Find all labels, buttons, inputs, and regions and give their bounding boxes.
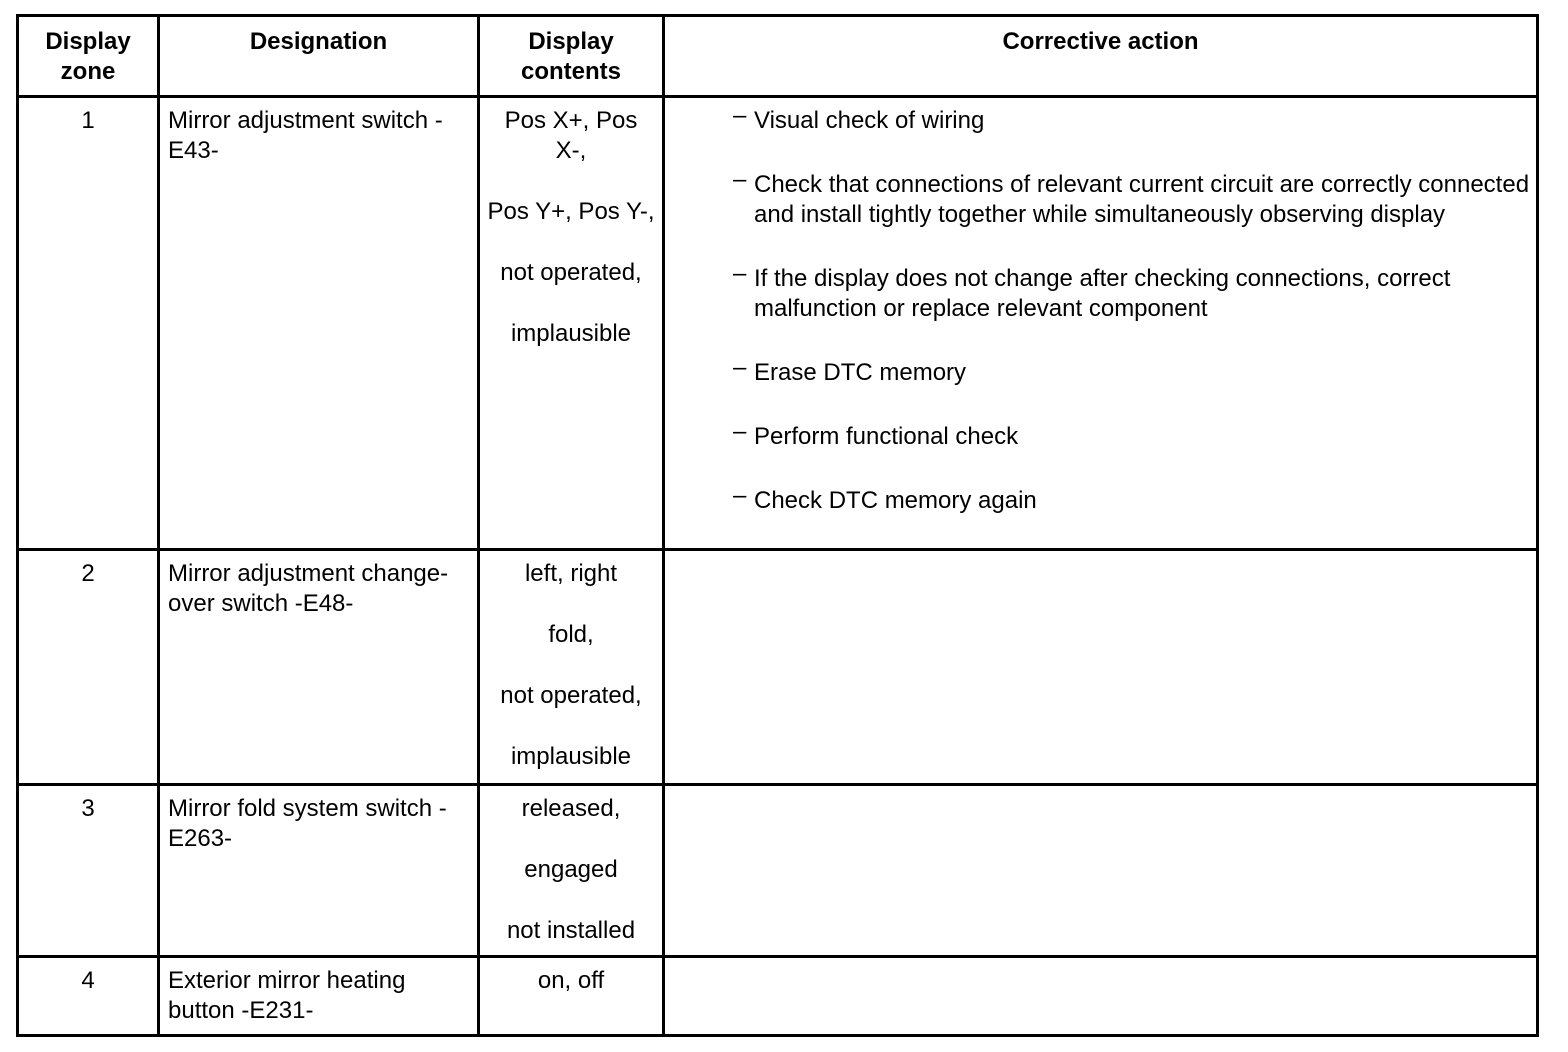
contents-line: left, right	[524, 560, 618, 587]
diagnostic-table	[16, 14, 1539, 1037]
zone-cell: 4	[18, 957, 159, 1036]
action-text: Check that connections of relevant current circuit are correctly connected and install tightly together while simultaneously observing display	[754, 171, 1530, 228]
contents-line: implausible	[510, 743, 632, 770]
header-corrective-action: Corrective action	[664, 16, 1538, 97]
action-list	[733, 102, 1530, 516]
action-item	[733, 260, 1530, 324]
contents-line: on, off	[537, 967, 605, 994]
table-row	[18, 785, 1538, 957]
contents-cell	[479, 957, 664, 1036]
contents-line: not operated,	[500, 682, 642, 709]
action-item	[733, 418, 1530, 452]
header-display-contents: Display contents	[479, 16, 664, 97]
action-text: Visual check of wiring	[754, 107, 985, 134]
action-text: Perform functional check	[754, 423, 1019, 450]
dash-bullet: –	[733, 354, 747, 381]
action-text: Erase DTC memory	[754, 359, 967, 386]
contents-line: implausible	[510, 320, 632, 347]
action-item	[733, 482, 1530, 516]
action-item	[733, 354, 1530, 388]
contents-line: not installed	[506, 917, 636, 944]
corrective-action-cell	[664, 957, 1538, 1036]
table-row	[18, 97, 1538, 550]
header-display-zone: Display zone	[18, 16, 159, 97]
zone-cell: 3	[18, 785, 159, 957]
dash-bullet: –	[733, 260, 747, 287]
contents-line: fold,	[548, 621, 594, 648]
dash-bullet: –	[733, 166, 747, 193]
designation-cell: Mirror adjustment change-over switch -E48-	[159, 550, 479, 785]
contents-line: engaged	[524, 856, 618, 883]
action-text: If the display does not change after checking connections, correct malfunction or replace relevant component	[754, 265, 1451, 322]
contents-line: Pos X+, Pos X-,	[504, 107, 638, 164]
action-item	[733, 166, 1530, 230]
dash-bullet: –	[733, 102, 747, 129]
zone-cell: 2	[18, 550, 159, 785]
table-header-row	[18, 16, 1538, 97]
action-item	[733, 102, 1530, 136]
corrective-action-cell	[664, 97, 1538, 550]
contents-cell	[479, 785, 664, 957]
contents-line: released,	[521, 795, 621, 822]
dash-bullet: –	[733, 482, 747, 509]
table-row	[18, 957, 1538, 1036]
table-row	[18, 550, 1538, 785]
zone-cell: 1	[18, 97, 159, 550]
contents-line: Pos Y+, Pos Y-,	[487, 198, 655, 225]
corrective-action-cell	[664, 785, 1538, 957]
corrective-action-cell	[664, 550, 1538, 785]
contents-cell	[479, 97, 664, 550]
header-designation: Designation	[159, 16, 479, 97]
contents-cell	[479, 550, 664, 785]
contents-line: not operated,	[500, 259, 642, 286]
designation-cell: Mirror fold system switch -E263-	[159, 785, 479, 957]
dash-bullet: –	[733, 418, 747, 445]
designation-cell: Exterior mirror heating button -E231-	[159, 957, 479, 1036]
designation-cell: Mirror adjustment switch -E43-	[159, 97, 479, 550]
action-text: Check DTC memory again	[754, 487, 1037, 514]
